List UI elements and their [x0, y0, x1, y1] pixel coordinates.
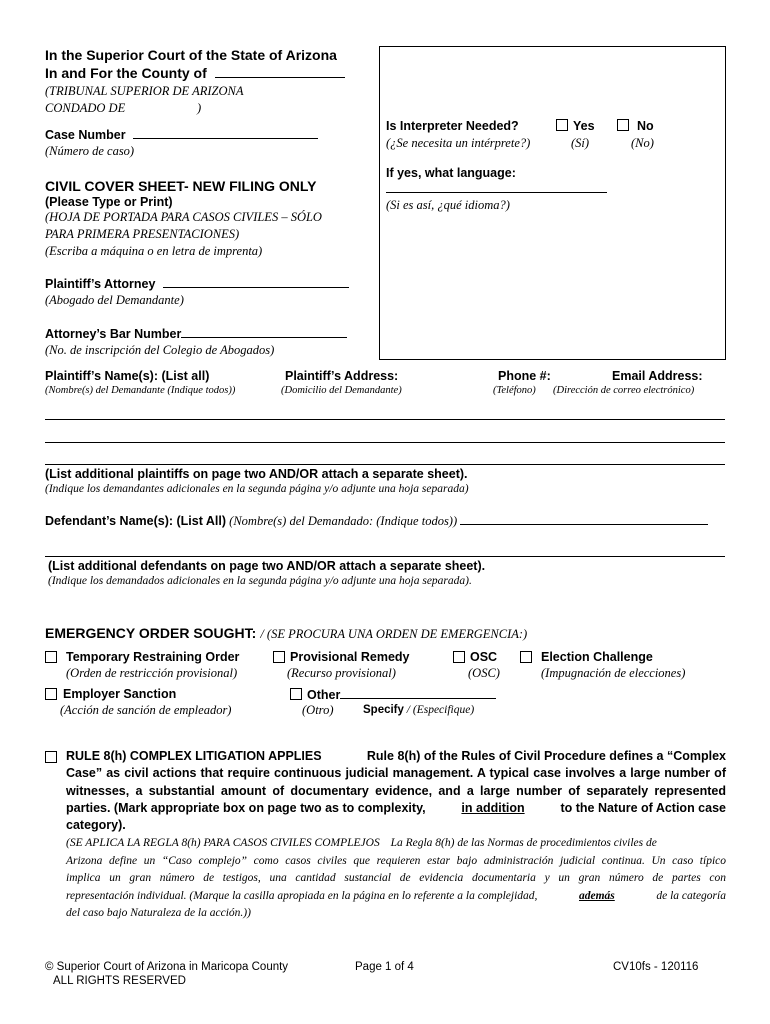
county-label-es: CONDADO DE: [45, 101, 126, 115]
interpreter-yes-checkbox[interactable]: [556, 119, 568, 131]
footer-rights: ALL RIGHTS RESERVED: [53, 975, 186, 987]
other-checkbox[interactable]: [290, 688, 302, 700]
rule-8h-checkbox[interactable]: [45, 751, 57, 763]
additional-plaintiffs-note-es: (Indique los demandantes adicionales en la segunda página y/o adjunte una hoja separada): [45, 483, 469, 495]
language-question: If yes, what language:: [386, 166, 516, 180]
plaintiff-email-label: Email Address:: [612, 369, 703, 383]
specify-line: [363, 704, 474, 716]
plaintiff-phone-label-es: (Teléfono): [493, 385, 536, 396]
interpreter-no-checkbox[interactable]: [617, 119, 629, 131]
bar-number-label-es: (No. de inscripción del Colegio de Abogados): [45, 343, 275, 357]
rule-8h-text-5: category).: [66, 818, 126, 833]
other-label: Other: [307, 688, 341, 702]
attorney-label-es: (Abogado del Demandante): [45, 293, 184, 307]
form-title-es-2: PARA PRIMERA PRESENTACIONES): [45, 227, 240, 241]
rule-8h-text-2: Case” as civil actions that require continuous judicial management. A typical case involves a large number of: [66, 766, 726, 781]
emergency-heading: EMERGENCY ORDER SOUGHT:: [45, 625, 257, 641]
case-number-label-es: (Número de caso): [45, 144, 135, 158]
attorney-label: Plaintiff’s Attorney: [45, 277, 156, 291]
employer-sanction-checkbox[interactable]: [45, 688, 57, 700]
language-question-es: (Si es así, ¿qué idioma?): [386, 198, 510, 212]
rule-8h-es-1: La Regla 8(h) de las Normas de procedimientos civiles de: [390, 837, 657, 849]
tro-checkbox[interactable]: [45, 651, 57, 663]
rule-8h-line-4: [66, 800, 726, 817]
defendant-label-es: (Nombre(s) del Demandado: (Indique todos)): [229, 514, 458, 528]
attorney-line: [45, 276, 349, 291]
defendant-field[interactable]: [460, 513, 708, 525]
other-line: [307, 687, 496, 702]
attorney-field[interactable]: [163, 276, 349, 288]
court-name-es: (TRIBUNAL SUPERIOR DE ARIZONA: [45, 84, 244, 98]
osc-label: OSC: [470, 650, 498, 664]
bar-number-field[interactable]: [181, 326, 347, 338]
interpreter-no-label-es: (No): [631, 136, 654, 150]
interpreter-question: Is Interpreter Needed?: [386, 119, 519, 133]
defendant-entry-line[interactable]: [45, 556, 725, 557]
rule-8h-text-4a: parties. (Mark appropriate box on page two as to complexity,: [66, 800, 426, 815]
footer-form-id: CV10fs - 120116: [613, 961, 699, 973]
rule-8h-es-4u: además: [579, 889, 615, 902]
plaintiff-address-label: Plaintiff’s Address:: [285, 369, 399, 383]
rule-8h-text-1: Rule 8(h) of the Rules of Civil Procedure defines a “Complex: [366, 749, 726, 763]
rule-8h-text-4u: in addition: [461, 800, 525, 815]
bar-number-label: Attorney’s Bar Number: [45, 327, 182, 341]
footer-copyright: © Superior Court of Arizona in Maricopa County: [45, 961, 289, 973]
footer-page-number: Page 1 of 4: [355, 961, 414, 973]
county-field[interactable]: [215, 66, 345, 78]
case-number-line: [45, 127, 318, 142]
rule-8h-line-1: [66, 748, 726, 765]
form-subtitle: (Please Type or Print): [45, 195, 173, 209]
form-title: CIVIL COVER SHEET- NEW FILING ONLY: [45, 178, 317, 194]
form-subtitle-es: (Escriba a máquina o en letra de imprenta): [45, 244, 263, 258]
interpreter-question-es: (¿Se necesita un intérprete?): [386, 136, 531, 150]
provisional-remedy-label-es: (Recurso provisional): [287, 666, 396, 680]
provisional-remedy-label: Provisional Remedy: [290, 650, 410, 664]
election-challenge-label: Election Challenge: [541, 650, 653, 664]
plaintiff-email-label-es: (Dirección de correo electrónico): [553, 385, 695, 396]
tro-label: Temporary Restraining Order: [66, 650, 240, 664]
employer-sanction-label-es: (Acción de sanción de empleador): [60, 703, 232, 717]
rule-8h-title: RULE 8(h) COMPLEX LITIGATION APPLIES: [66, 749, 322, 763]
tro-label-es: (Orden de restricción provisional): [66, 666, 238, 680]
rule-8h-es-line-1: [66, 835, 726, 853]
specify-label-es: / (Especifique): [406, 704, 475, 716]
form-title-es: (HOJA DE PORTADA PARA CASOS CIVILES – SÓLO: [45, 210, 322, 224]
election-challenge-label-es: (Impugnación de elecciones): [541, 666, 686, 680]
case-number-field[interactable]: [133, 127, 318, 139]
county-label-es-close: ): [197, 101, 202, 115]
defendant-label: Defendant’s Name(s): (List All): [45, 514, 227, 528]
rule-8h-es-5: del caso bajo Naturaleza de la acción.)): [66, 907, 251, 919]
rule-8h-es-4b: de la categoría: [656, 889, 726, 902]
language-field[interactable]: [386, 192, 607, 193]
rule-8h-es-3: implica un gran número de testigos, una cantidad sustancial de evidencia documentaria y un gran número de partes con: [66, 872, 726, 884]
court-name: In the Superior Court of the State of Arizona: [45, 47, 337, 63]
plaintiff-names-label: Plaintiff’s Name(s): (List all): [45, 369, 210, 383]
interpreter-yes-label: Yes: [573, 119, 595, 133]
rule-8h-es-title: (SE APLICA LA REGLA 8(h) PARA CASOS CIVILES COMPLEJOS: [66, 837, 380, 849]
plaintiff-phone-label: Phone #:: [498, 369, 551, 383]
specify-label: Specify: [363, 704, 404, 716]
osc-label-es: (OSC): [468, 666, 500, 680]
plaintiff-entry-line[interactable]: [45, 419, 725, 420]
interpreter-no-label: No: [637, 119, 654, 133]
rule-8h-text-4b: to the Nature of Action case: [560, 800, 726, 815]
defendant-line: [45, 513, 708, 529]
interpreter-yes-label-es: (Sí): [571, 136, 590, 150]
rule-8h-paragraph-es: [66, 835, 726, 923]
employer-sanction-label: Employer Sanction: [63, 687, 177, 701]
rule-8h-es-line-4: [66, 888, 726, 906]
provisional-remedy-checkbox[interactable]: [273, 651, 285, 663]
additional-plaintiffs-note: (List additional plaintiffs on page two AND/OR attach a separate sheet).: [45, 467, 468, 481]
plaintiff-address-label-es: (Domicilio del Demandante): [281, 385, 402, 396]
other-field[interactable]: [340, 687, 496, 699]
plaintiff-names-label-es: (Nombre(s) del Demandante (Indique todos)): [45, 385, 236, 396]
plaintiff-entry-line[interactable]: [45, 464, 725, 465]
other-label-es: (Otro): [302, 703, 334, 717]
additional-defendants-note-es: (Indique los demandados adicionales en la segunda página y/o adjunte una hoja separada).: [48, 575, 472, 587]
rule-8h-es-4a: representación individual. (Marque la casilla apropiada en la página en lo referente a la complejidad,: [66, 889, 538, 902]
county-line: [45, 65, 345, 81]
county-label: In and For the County of: [45, 65, 207, 81]
plaintiff-entry-line[interactable]: [45, 442, 725, 443]
election-challenge-checkbox[interactable]: [520, 651, 532, 663]
rule-8h-es-2: Arizona define un “Caso complejo” como casos civiles que requieren estar bajo administración judicial continua. Un caso típico: [66, 854, 726, 867]
osc-checkbox[interactable]: [453, 651, 465, 663]
emergency-heading-line: [45, 625, 527, 643]
rule-8h-text-3: witnesses, a substantial amount of documentary evidence, and a large number of separately represented: [66, 783, 726, 798]
case-number-label: Case Number: [45, 128, 126, 142]
additional-defendants-note: (List additional defendants on page two AND/OR attach a separate sheet).: [48, 559, 486, 573]
rule-8h-paragraph: [66, 748, 726, 834]
bar-number-line: [45, 326, 347, 341]
emergency-heading-es: / (SE PROCURA UNA ORDEN DE EMERGENCIA:): [260, 627, 528, 641]
